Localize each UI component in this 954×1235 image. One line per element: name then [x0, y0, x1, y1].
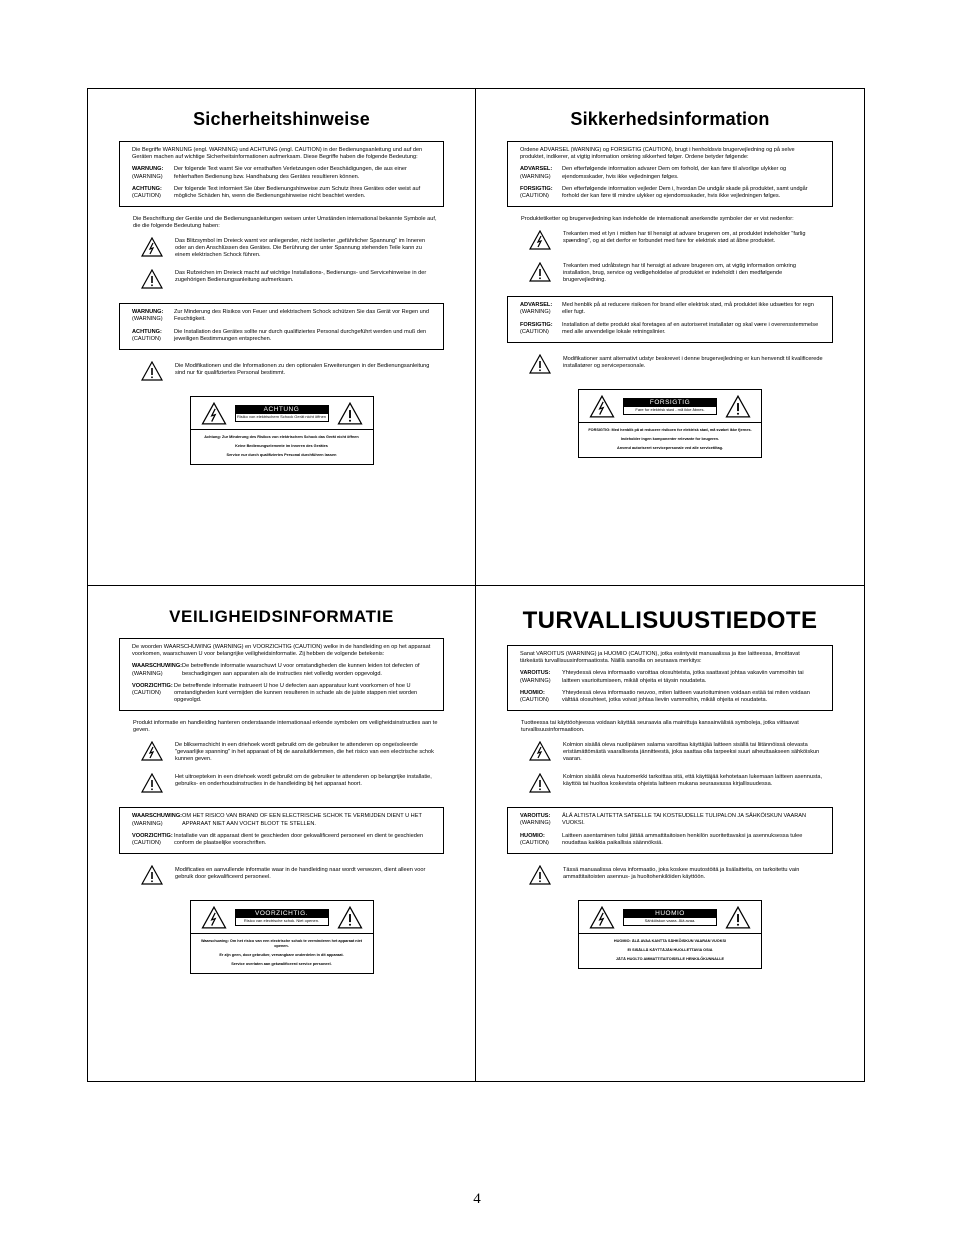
modification-note	[133, 360, 435, 386]
term-sub: (WARNING)	[132, 670, 163, 677]
term: HUOMIO:	[520, 832, 545, 839]
section-german	[88, 89, 475, 585]
term: VAROITUS:	[520, 670, 551, 677]
label-line: HUOMIO: ÄLÄ AVAA KANTTA SÄHKÖISKUN VAARAN VUOKSI	[613, 939, 727, 944]
box-intro: Ordene ADVARSEL (WARNING) og FORSIGTIG (CAUTION), brugt i henholdsvis brugervejledning og på selve produktet, indikerer, at vigtig information omkring sikkerhed følger. Ordene betyder følgende:	[520, 147, 795, 161]
modification-text: Tässä manuaalissa oleva informaatio, joka koskee muutostöitä ja lisälaitteita, on tarkoitettu vain ammattitaitoisten asennus- ja huoltohenkilöiden käyttöön.	[563, 867, 800, 881]
symbol-lightning-row	[521, 229, 824, 255]
symbol-lightning-row	[133, 740, 435, 766]
exclamation-triangle-icon	[337, 402, 363, 425]
lightning-triangle-icon	[589, 395, 615, 418]
definition-caution	[132, 683, 431, 705]
symbol-text: Kolmion sisällä oleva nuolipäinen salama varoittaa käyttäjää laitteen sisällä tai liitännöissä olevasta eristämättömästä vaarallisesta jännitteestä, joka saattaa olla tarpeeksi suuri aiheuttaakseen sähköiskun vaaran.	[563, 742, 820, 763]
symbol-text: Das Blitzsymbol im Dreieck warnt vor anliegender, nicht isolierter „gefährlicher Spannung" im Inneren oder an den Anschlüssen des Gerätes. Die Berührung der unter Spannung stehenden Teile kann zu einem elektrischen Schock führen.	[175, 238, 426, 259]
term-sub: (WARNING)	[520, 173, 551, 180]
symbols-intro: Produktetiketter og brugervejledning kan indeholde de internationalt anerkendte symboler der er vist nedenfor:	[521, 216, 794, 223]
definition-warning	[132, 166, 431, 180]
term-sub: (CAUTION)	[520, 328, 549, 335]
term-sub: (WARNING)	[520, 677, 551, 684]
label-line: JÄTÄ HUOLTO AMMATTITAITOISELLE HENKILÖKUNNALLE	[615, 957, 725, 962]
modification-text: Modifikationer samt alternativt udstyr beskrevet i denne brugervejledning er kun henvendt til kvalificerede installatører og servicepersonale.	[563, 356, 823, 370]
exclamation-triangle-icon	[133, 772, 175, 798]
definitions-box	[119, 141, 444, 207]
definition-caution	[132, 186, 431, 200]
exclamation-triangle-icon	[133, 268, 175, 294]
modification-note	[133, 864, 435, 890]
warnings-box	[507, 807, 833, 854]
symbol-exclamation-row	[521, 261, 824, 287]
term-sub: (CAUTION)	[132, 335, 161, 342]
term: ACHTUNG:	[132, 328, 162, 335]
section-title: VEILIGHEIDSINFORMATIE	[169, 607, 394, 626]
term: WARNUNG:	[132, 166, 164, 173]
caution-label	[578, 900, 762, 969]
term-sub: (CAUTION)	[132, 193, 161, 200]
caution-item	[132, 833, 431, 847]
label-heading: ACHTUNG	[235, 405, 329, 414]
lightning-triangle-icon	[133, 740, 175, 766]
symbol-text: De bliksemschicht in een driehoek wordt gebruikt om de gebruiker te attenderen op ongeïsoleerde "gevaarlijke spanning" in het apparaat of bij de aansluitklemmen, die het risico van een electrische schok kunnen geven.	[175, 742, 434, 763]
symbol-exclamation-row	[521, 772, 824, 798]
term-sub: (WARNING)	[132, 173, 163, 180]
warnings-box	[507, 296, 833, 343]
term-sub: (WARNING)	[132, 316, 163, 323]
term: WARNUNG:	[132, 309, 164, 316]
term: ADVARSEL:	[520, 166, 553, 173]
caution-text: Die Installation des Gerätes sollte nur durch qualifiziertes Personal durchgeführt werden und muß den jeweiligen Bestimmungen entsprechen.	[174, 328, 427, 342]
definition-text: Den efterfølgende information vejleder Dem i, hvordan De undgår skade på produktet, samt undgår forhold der kan føre til mindre ulykker og ejendomsskader, hvis ikke vejledningen følges.	[562, 185, 808, 200]
exclamation-triangle-icon	[725, 906, 751, 929]
exclamation-triangle-icon	[133, 360, 175, 386]
definition-warning	[132, 663, 431, 677]
definition-text: De betreffende informatie instrueert U hoe U defecten aan apparatuur kunt voorkomen of hoe U omstandigheden kunt vermijden die kunnen resulteren in schade als de juiste stappen niet worden opgevolgd.	[174, 682, 418, 704]
term-sub: (WARNING)	[520, 309, 551, 316]
term: VAROITUS:	[520, 813, 551, 820]
warning-item	[520, 302, 820, 316]
caution-label	[190, 396, 374, 465]
definition-text: De betreffende informatie waarschuwt U voor omstandigheden die kunnen leiden tot defecten of beschadigingen aan apparaten als de instructies niet volledig worden opgevolgd.	[182, 663, 420, 677]
caution-text: Installatie van dit apparaat dient te geschieden door gekwalificeerd personeel en dient te geschieden conform de plaatselijke voorschriften.	[174, 832, 424, 847]
symbol-lightning-row	[133, 236, 435, 262]
exclamation-triangle-icon	[521, 261, 563, 287]
term-sub: (WARNING)	[132, 820, 163, 827]
modification-text: Die Modifikationen und die Informationen zu den optionalen Erweiterungen in der Bedienungsanleitung sind nur für qualifiziertes Personal bestimmt.	[175, 363, 430, 377]
definition-text: Yhteydessä oleva informaatio varoittaa olosuhteista, jotka saattavat johtaa vakaviin vammoihin tai laitteen vaurioitumiseen, mikäli ohjeita ei täysin noudateta.	[562, 670, 804, 684]
definition-caution	[520, 186, 820, 200]
symbol-lightning-row	[521, 740, 824, 766]
label-line: Achtung: Zur Minderung des Risikos von elektrischem Schock das Gerät nicht öffnen	[204, 435, 359, 440]
definitions-box	[507, 645, 833, 711]
definition-text: Yhteydessä oleva informaatio neuvoo, miten laitteen vaurioituminen voidaan estää tai miten voidaan välttää olosuhteet, jotka voivat johtaa lieviin vammoihin, mikäli ohjeita ei noudateta.	[562, 689, 810, 704]
term-sub: (CAUTION)	[520, 839, 549, 846]
lightning-triangle-icon	[201, 402, 227, 425]
warning-text: Med henblik på at reducere risikoen for brand eller elektrisk stød, må produktet ikke udsættes for regn eller fugt.	[562, 302, 814, 316]
term: FORSIGTIG:	[520, 321, 553, 328]
section-danish	[476, 89, 864, 585]
term: HUOMIO:	[520, 689, 545, 696]
lightning-triangle-icon	[589, 906, 615, 929]
label-line: EI SISÄLLÄ KÄYTTÄJÄN HUOLLETTAVIA OSIA	[627, 948, 713, 953]
exclamation-triangle-icon	[337, 906, 363, 929]
definition-warning	[520, 166, 820, 180]
caution-item	[520, 322, 820, 336]
definitions-box	[119, 638, 444, 711]
box-intro: Sanat VAROITUS (WARNING) ja HUOMIO (CAUTION), jotka esiintyvät manuaalissa ja itse laitteessa, ilmoittavat tärkeästä turvallisuusinformaatiosta. Näillä sanoilla on seuraava merkitys:	[520, 651, 800, 665]
label-line: Waarschuwing: Om het risico van een electrische schok te verminderen het apparaat niet openen.	[200, 939, 363, 949]
label-line: Anvend autoriseret servicepersonale ved alle servicetiltag.	[617, 446, 723, 451]
section-title: Sikkerhedsinformation	[570, 109, 770, 129]
modification-note	[521, 353, 824, 379]
symbol-exclamation-row	[133, 772, 435, 798]
caution-text: Laitteen asentaminen tulisi jättää ammattitaitoisen henkilön suoritettavaksi ja asennuksessa tulee noudattaa kaikkia paikallisia säännöksiä.	[562, 832, 803, 846]
symbol-exclamation-row	[133, 268, 435, 294]
modification-text: Modificaties en aanvullende informatie waar in de handleiding naar wordt verwezen, dient alleen voor gebruik door gekwalificeerd personeel.	[175, 867, 426, 881]
label-subheading: Risiko von elektrischem Schock Gerät nicht öffnen	[235, 414, 329, 422]
label-line: Er zijn geen, door gebruiker, vervangbare onderdelen in dit apparaat.	[219, 953, 344, 958]
warning-text: OM HET RISICO VAN BRAND OF EEN ELECTRISCHE SCHOK TE VERMIJDEN DIENT U HET APPARAAT NIET AAN VOCHT BLOOT TE STELLEN.	[182, 813, 422, 827]
caution-text: Installation af dette produkt skal foretages af en autoriseret installatør og skal være i overensstemmelse med alle anvendelige lokale retningslinier.	[562, 321, 819, 335]
term-sub: (CAUTION)	[132, 840, 161, 847]
lightning-triangle-icon	[521, 229, 563, 255]
symbol-text: Trekanten med et lyn i midten har til hensigt at advare brugeren om, at produktet indeholder "farlig spænding", og at det derfor er forbundet med fare for elektrisk stød at åbne produktet.	[563, 231, 806, 245]
lightning-triangle-icon	[133, 236, 175, 262]
definitions-box	[507, 141, 833, 207]
term: ADVARSEL:	[520, 302, 553, 309]
label-subheading: Risico van electrische schok. Niet openen.	[235, 918, 329, 926]
symbol-text: Trekanten med udråbstegn har til hensigt at advare brugeren om, at vigtig information omkring installation, brug, service og vedligeholdelse af produktet er indeholdt i den medfølgende brugervejledning.	[563, 263, 796, 284]
definition-caution	[520, 690, 820, 704]
label-heading: VOORZICHTIG.	[235, 909, 329, 918]
exclamation-triangle-icon	[133, 864, 175, 890]
term: WAARSCHUWING:	[132, 663, 183, 670]
warnings-box	[119, 807, 444, 854]
caution-item	[520, 833, 820, 847]
symbols-intro: Produkt informatie en handleiding hanteren onderstaande internationaal erkende symbolen om veiligheidsinstructies aan te geven.	[133, 720, 438, 734]
label-subheading: Sähköiskun vaara. Älä avaa.	[623, 918, 717, 926]
lightning-triangle-icon	[201, 906, 227, 929]
term-sub: (WARNING)	[520, 820, 551, 827]
warning-text: ÄLÄ ALTISTA LAITETTA SATEELLE TAI KOSTEUDELLE TULIPALON JA SÄHKÖISKUN VAARAN VUOKSI.	[562, 813, 807, 827]
warning-item	[520, 813, 820, 827]
term: WAARSCHUWING:	[132, 813, 183, 820]
section-title: Sicherheitshinweise	[193, 109, 370, 129]
definition-warning	[520, 670, 820, 684]
label-line: Service nur durch qualifiziertes Personal durchführen lassen	[226, 453, 337, 458]
definition-text: Der folgende Text informiert Sie über Bedienungshinweise zum Schutz ihres Gerätes oder weist auf mögliche Schäden hin, wenn die Bedienungshinweise nicht beachtet werden.	[174, 185, 421, 200]
caution-item	[132, 329, 431, 343]
lightning-triangle-icon	[521, 740, 563, 766]
caution-label	[190, 900, 374, 974]
warning-item	[132, 813, 431, 827]
label-heading: HUOMIO	[623, 909, 717, 918]
modification-note	[521, 864, 824, 890]
label-line: Service overlaten aan gekwalificeerd service personeel.	[231, 962, 332, 967]
warning-item	[132, 309, 431, 323]
page-number: 4	[473, 1191, 481, 1207]
symbol-text: Het uitroepteken in een driehoek wordt gebruikt om de gebruiker te attenderen op belangrijke installatie, gebruiks- en onderhoudsinstructies in de handleiding bij het apparaat hoort.	[175, 774, 432, 788]
term-sub: (CAUTION)	[132, 690, 161, 697]
term-sub: (CAUTION)	[520, 193, 549, 200]
term: FORSIGTIG:	[520, 185, 553, 192]
warnings-box	[119, 303, 444, 350]
warning-text: Zur Minderung des Risikos von Feuer und elektrischem Schock schützen Sie das Gerät vor Regen und Feuchtigkeit.	[174, 309, 429, 323]
symbols-intro: Die Beschriftung der Geräte und die Bedienungsanleitungen weisen unter Umständen international bekannte Symbole auf, die die folgende Bedeutung haben:	[133, 216, 437, 230]
symbols-intro: Tuotteessa tai käyttöohjeessa voidaan käyttää seuraavia alla mainittuja kansainvälisiä symboleja, jotka viittaavat turvallisuusinformaatioon.	[521, 720, 799, 734]
section-finnish	[476, 586, 864, 1081]
exclamation-triangle-icon	[521, 353, 563, 379]
caution-label	[578, 389, 762, 458]
label-subheading: Fare for elektrisk stød - må ikke åbnes.	[623, 407, 717, 415]
box-intro: De woorden WAARSCHUWING (WARNING) en VOORZICHTIG (CAUTION) welke in de handleiding en op het apparaat voorkomen, waarschuwen U voor belangrijke veiligheidsinformatie. Zij hebben de volgende betekenis:	[132, 644, 431, 658]
exclamation-triangle-icon	[521, 772, 563, 798]
definition-text: Der folgende Text warnt Sie vor ernsthaften Verletzungen oder Beschädigungen, die aus einer fehlerhaften Bedienung bzw. Handhabung des Gerätes resultieren können.	[174, 166, 407, 180]
term-sub: (CAUTION)	[520, 697, 549, 704]
symbol-text: Kolmion sisällä oleva huutomerkki tarkoittaa sitä, että käyttäjää kehotetaan lukemaan laitteen asennusta, käyttöä tai huoltoa koskevista ohjeista laitteen mukana seuraavassa kirjallisuudessa.	[563, 774, 823, 788]
exclamation-triangle-icon	[725, 395, 751, 418]
term: ACHTUNG:	[132, 185, 162, 192]
term: VOORZICHTIG:	[132, 832, 173, 839]
section-dutch	[88, 586, 475, 1081]
label-heading: FORSIGTIG	[623, 398, 717, 407]
box-intro: Die Begriffe WARNUNG (engl. WARNING) und ACHTUNG (engl. CAUTION) in der Bedienungsanleitung und auf den Geräten machen auf wichtige Sicherheitsinformationen aufmerksam. Diese Begriffe haben die folgende Bedeutung:	[132, 147, 423, 161]
label-line: Keine Bedienungselemente im Inneren des Gerätes	[235, 444, 328, 449]
label-line: Indeholder ingen komponenter relevante for brugeren.	[620, 437, 720, 442]
term: VOORZICHTIG:	[132, 682, 173, 689]
definition-text: Den efterfølgende information advarer Dem om forhold, der kan føre til alvorlige ulykker og ejendomsskader, hvis ikke vejledningen følges.	[562, 166, 787, 180]
symbol-text: Das Rufzeichen im Dreieck macht auf wichtige Installations-, Bedienungs- und Servicehinweise in der zugehörigen Bedienungsanleitung aufmerksam.	[175, 270, 427, 284]
section-title: TURVALLISUUSTIEDOTE	[522, 607, 818, 634]
label-line: FORSIGTIG: Med henblik på at reducere risikoen for elektrisk stød, må svøbet ikke fjernes.	[588, 428, 752, 433]
exclamation-triangle-icon	[521, 864, 563, 890]
